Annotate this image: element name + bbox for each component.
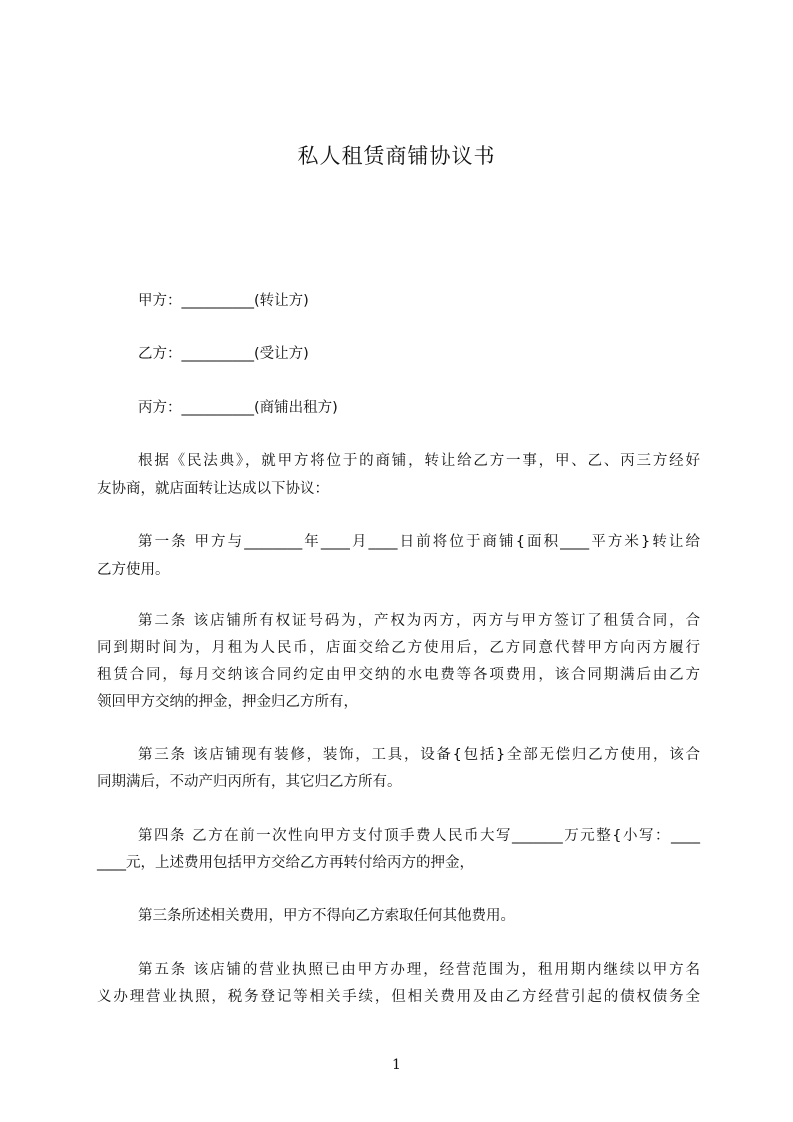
article-4-line-1: 第四条 乙方在前一次性向甲方支付顶手费人民币大写_______万元整{小写：____ bbox=[138, 828, 700, 844]
article-5-line-2: 义办理营业执照，税务登记等相关手续，但相关费用及由乙方经营引起的债权债务全 bbox=[97, 989, 700, 1005]
article-2-line-2: 同到期时间为，月租为人民币，店面交给乙方使用后，乙方同意代替甲方向丙方履行 bbox=[97, 640, 700, 656]
preamble-line-1: 根据《民法典》，就甲方将位于的商铺，转让给乙方一事，甲、乙、丙三方经好 bbox=[138, 453, 700, 469]
fees-paragraph: 第三条所述相关费用，甲方不得向乙方索取任何其他费用。 bbox=[138, 908, 515, 924]
preamble-line-2: 友协商，就店面转让达成以下协议： bbox=[97, 481, 329, 497]
page-number: 1 bbox=[392, 1057, 401, 1073]
party-c-line: 丙方：__________(商铺出租方) bbox=[138, 400, 338, 416]
article-2-line-1: 第二条 该店铺所有权证号码为，产权为丙方，丙方与甲方签订了租赁合同，合 bbox=[138, 613, 700, 629]
article-3-line-2: 同期满后，不动产归丙所有，其它归乙方所有。 bbox=[97, 774, 402, 790]
article-3-line-1: 第三条 该店铺现有装修，装饰，工具，设备{包括}全部无偿归乙方使用，该合 bbox=[138, 747, 700, 763]
document-title: 私人租赁商铺协议书 bbox=[297, 144, 496, 168]
article-2-line-4: 领回甲方交纳的押金，押金归乙方所有， bbox=[97, 694, 358, 710]
article-1-line-1: 第一条 甲方与________年____月____日前将位于商铺{面积____平方米}转让给 bbox=[138, 534, 700, 550]
party-a-line: 甲方：__________(转让方) bbox=[138, 293, 309, 309]
article-4-line-2: ____元，上述费用包括甲方交给乙方再转付给丙方的押金， bbox=[97, 855, 474, 871]
party-b-line: 乙方：__________(受让方) bbox=[138, 346, 309, 362]
article-5-line-1: 第五条 该店铺的营业执照已由甲方办理，经营范围为，租用期内继续以甲方名 bbox=[138, 962, 700, 978]
article-1-line-2: 乙方使用。 bbox=[97, 562, 170, 578]
article-2-line-3: 租赁合同，每月交纳该合同约定由甲交纳的水电费等各项费用，该合同期满后由乙方 bbox=[97, 667, 700, 683]
